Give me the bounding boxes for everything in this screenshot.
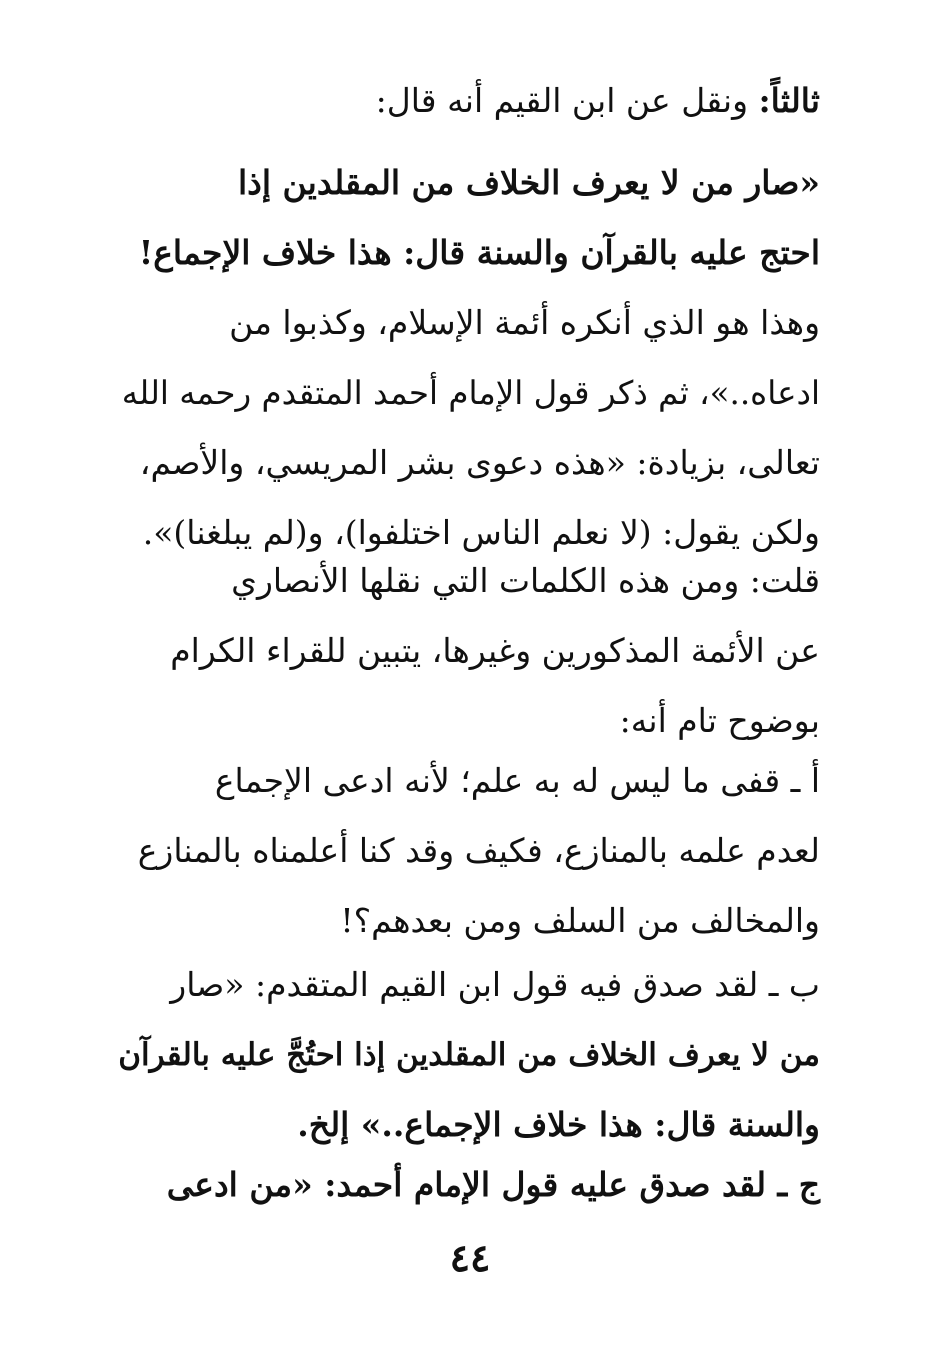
heading-thalithan: ثالثاً: (758, 81, 820, 120)
text-line (112, 66, 820, 136)
text-line: «صار من لا يعرف الخلاف من المقلدين إذا (238, 163, 820, 202)
text-line: بوضوح تام أنه: (619, 701, 820, 740)
text-line: ب ـ لقد صدق فيه قول ابن القيم المتقدم: «صار (170, 965, 820, 1004)
paragraph-qultu (112, 546, 820, 756)
text-line: تعالى، بزيادة: «هذه دعوى بشر المريسي، والأصم، (139, 443, 820, 482)
text-line: ج ـ لقد صدق عليه قول الإمام أحمد: «من ادعى (166, 1165, 820, 1204)
text-line: أ ـ قفى ما ليس له به علم؛ لأنه ادعى الإجماع (214, 761, 820, 800)
text-line: احتج عليه بالقرآن والسنة قال: هذا خلاف الإجماع! (138, 233, 820, 272)
paragraph-thalithan (112, 66, 820, 136)
text-line: لعدم علمه بالمنازع، فكيف وقد كنا أعلمناه بالمنازع (137, 831, 820, 870)
text-line: قلت: ومن هذه الكلمات التي نقلها الأنصاري (231, 561, 820, 600)
text-line: ولكن يقول: (لا نعلم الناس اختلفوا)، و(لم يبلغنا)». (142, 513, 820, 552)
text-line: ادعاه..»، ثم ذكر قول الإمام أحمد المتقدم رحمه الله (121, 374, 820, 412)
text-line: والمخالف من السلف ومن بعدهم؟! (340, 901, 820, 940)
text-segment: ونقل عن ابن القيم أنه قال: (375, 81, 759, 120)
text-line: عن الأئمة المذكورين وغيرها، يتبين للقراء الكرام (170, 631, 820, 670)
paragraph-ibn-qayyim-quote (112, 148, 820, 568)
text-line: والسنة قال: هذا خلاف الإجماع..» إلخ. (297, 1105, 820, 1144)
page-number: ٤٤ (449, 1235, 491, 1280)
text-line: وهذا هو الذي أنكره أئمة الإسلام، وكذبوا من (229, 303, 820, 342)
paragraph-point-jim (112, 1150, 820, 1220)
paragraph-point-alif (112, 746, 820, 956)
text-line: من لا يعرف الخلاف من المقلدين إذا احتُجَّ عليه بالقرآن (118, 1037, 820, 1073)
paragraph-point-ba (112, 950, 820, 1160)
